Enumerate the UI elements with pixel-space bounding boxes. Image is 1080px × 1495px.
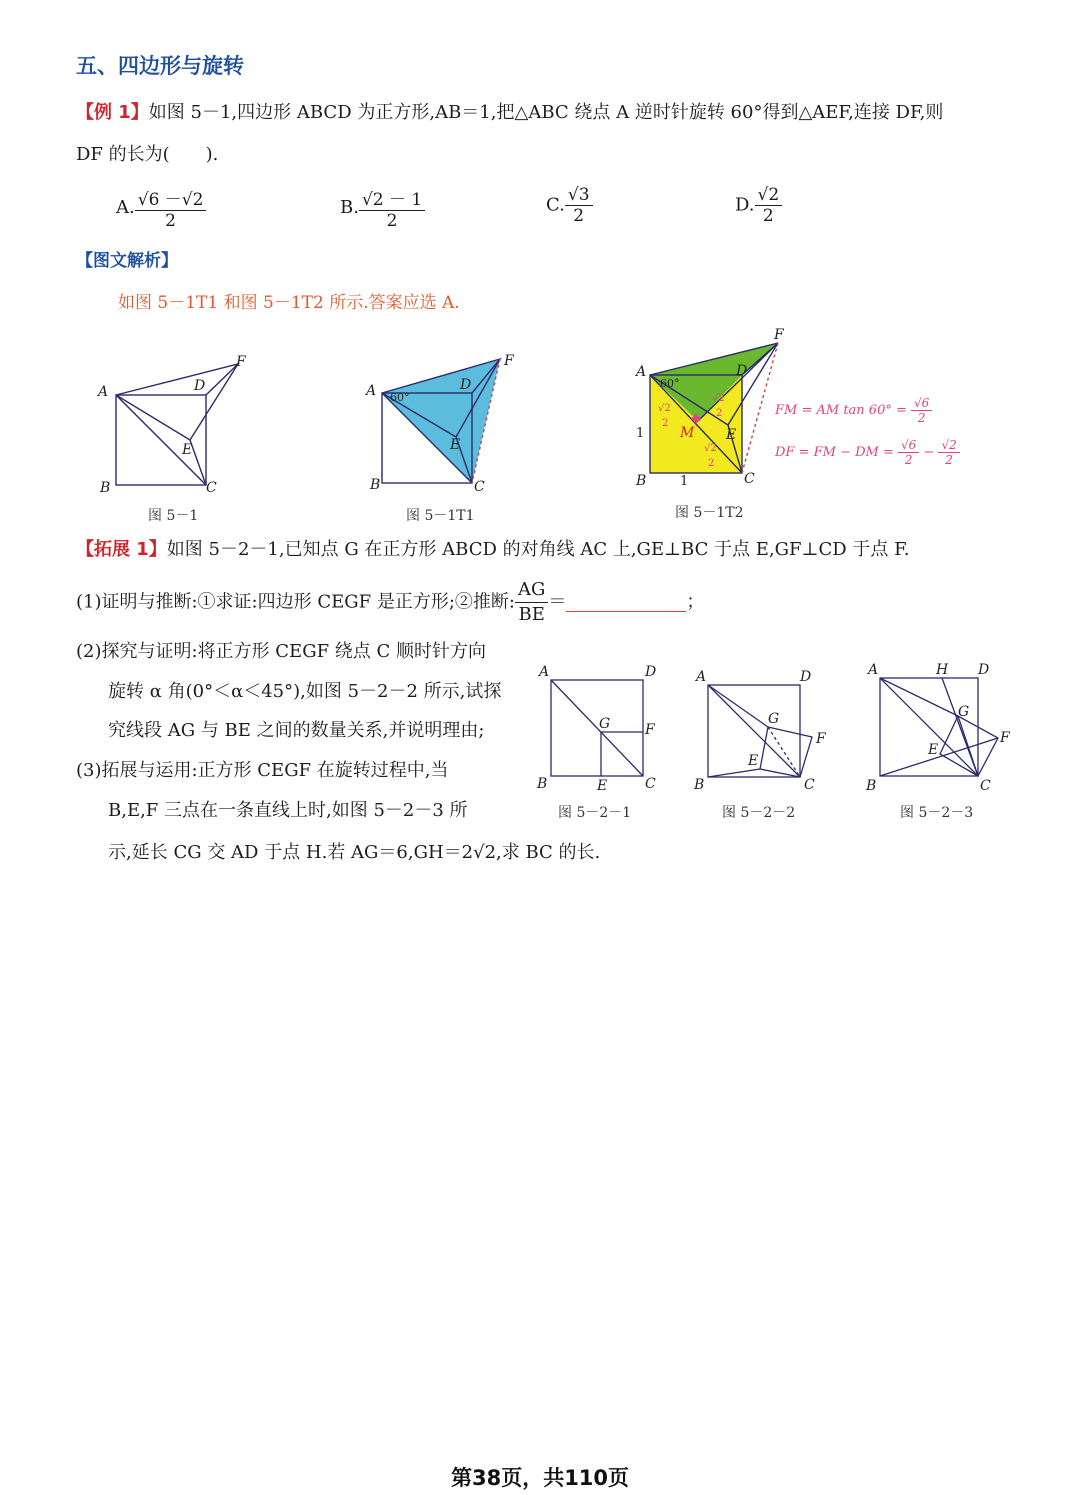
part1-suffix: ； xyxy=(686,591,705,613)
part1-eq: ＝ xyxy=(548,591,567,613)
option-b-den: 2 xyxy=(386,211,398,231)
label-e: E xyxy=(748,753,759,769)
segment-ae xyxy=(116,395,190,440)
figure-5-1 xyxy=(90,350,260,500)
angle-label: 60° xyxy=(660,377,680,390)
blue-region xyxy=(382,359,500,483)
segment-gc-dashed xyxy=(768,727,800,777)
label-a: A xyxy=(696,669,707,685)
eq2-fraction2 xyxy=(938,438,959,467)
analysis-note: 如图 5－1T1 和图 5－1T2 所示.答案应选 A. xyxy=(118,293,460,313)
segment-be xyxy=(708,769,760,777)
figure-5-1t1 xyxy=(360,345,530,500)
label-d: D xyxy=(460,377,472,393)
analysis-tag: 【图文解析】 xyxy=(76,251,178,271)
extension1-text1: 如图 5－2－1,已知点 G 在正方形 ABCD 的对角线 AC 上,GE⊥BC 于点 E,GF⊥CD 于点 F. xyxy=(166,539,910,560)
option-a xyxy=(116,185,206,231)
figure-5-2-3 xyxy=(862,658,1022,793)
caption-5-2-2: 图 5－2－2 xyxy=(722,805,796,821)
option-b-letter: B. xyxy=(340,197,359,218)
segment-ec xyxy=(190,440,206,485)
equation-df xyxy=(775,438,960,467)
figure-5-1t2 xyxy=(630,325,784,490)
diagonal-ac xyxy=(880,678,978,776)
label-b: B xyxy=(370,477,381,493)
label-m: M xyxy=(680,425,695,441)
equation-fm xyxy=(775,396,932,425)
label-g: G xyxy=(768,711,780,727)
section-heading: 五、四边形与旋转 xyxy=(76,54,244,78)
option-b-fraction xyxy=(359,185,425,231)
segment-fe xyxy=(190,364,238,440)
label-e: E xyxy=(182,442,193,458)
eq2-den2: 2 xyxy=(945,453,953,467)
frac-am-num: √2 xyxy=(658,403,671,414)
diagonal-ac xyxy=(551,680,643,776)
label-d: D xyxy=(978,662,990,678)
label-d: D xyxy=(736,363,748,379)
answer-blank[interactable] xyxy=(566,593,686,612)
example1-tag: 【例 1】 xyxy=(76,102,149,123)
label-f: F xyxy=(1000,730,1010,746)
label-f: F xyxy=(816,731,826,747)
label-h: H xyxy=(936,662,949,678)
label-e: E xyxy=(928,742,939,758)
label-c: C xyxy=(474,479,485,495)
option-d xyxy=(735,185,782,226)
caption-5-2-3: 图 5－2－3 xyxy=(900,805,974,821)
label-a: A xyxy=(868,662,879,678)
label-a: A xyxy=(98,384,109,400)
eq2-lhs: DF = FM − DM = xyxy=(775,445,894,460)
option-b xyxy=(340,185,425,231)
eq1-fraction xyxy=(911,396,932,425)
option-a-letter: A. xyxy=(116,197,135,218)
option-d-num: √2 xyxy=(755,185,783,206)
frac-mc-num: √2 xyxy=(704,443,717,454)
frac-dm-num: √2 xyxy=(712,393,725,404)
caption-5-1t1: 图 5－1T1 xyxy=(406,508,475,524)
eq2-minus: − xyxy=(923,445,935,460)
segment-ag xyxy=(880,678,958,716)
label-f: F xyxy=(774,327,784,343)
part2-line1: (2)探究与证明:将正方形 CEGF 绕点 C 顺时针方向 xyxy=(76,641,486,662)
option-d-den: 2 xyxy=(762,206,774,226)
option-d-fraction xyxy=(755,185,783,226)
example1-line2: DF 的长为( ). xyxy=(76,144,219,165)
part2-line3: 究线段 AG 与 BE 之间的数量关系,并说明理由; xyxy=(108,720,485,741)
side-label-left: 1 xyxy=(636,426,645,441)
eq2-fraction1 xyxy=(898,438,919,467)
extension1-line1 xyxy=(76,538,910,562)
square-cegf xyxy=(760,727,812,777)
frac-am-den: 2 xyxy=(662,418,669,429)
option-a-num: √6 －√2 xyxy=(135,185,207,211)
option-a-den: 2 xyxy=(165,211,176,231)
label-a: A xyxy=(539,664,550,680)
example1-text1: 如图 5－1,四边形 ABCD 为正方形,AB＝1,把△ABC 绕点 A 逆时针旋转 60°得到△AEF,连接 DF,则 xyxy=(148,102,944,123)
label-c: C xyxy=(804,777,815,793)
label-c: C xyxy=(206,480,217,496)
part3-line2: B,E,F 三点在一条直线上时,如图 5－2－3 所 xyxy=(108,800,468,821)
option-d-letter: D. xyxy=(735,194,755,216)
option-b-num: √2 － 1 xyxy=(359,185,425,211)
label-f: F xyxy=(645,722,655,738)
label-b: B xyxy=(636,473,647,489)
part3-line3: 示,延长 CG 交 AD 于点 H.若 AG＝6,GH＝2√2,求 BC 的长. xyxy=(108,842,601,863)
frac-dm-den: 2 xyxy=(716,408,723,419)
figure-5-2-1 xyxy=(535,660,665,795)
label-d: D xyxy=(800,669,812,685)
figure-5-2-2 xyxy=(690,665,830,795)
label-a: A xyxy=(636,364,647,380)
caption-5-1: 图 5－1 xyxy=(148,508,199,524)
label-c: C xyxy=(744,471,755,487)
eq1-den: 2 xyxy=(917,411,926,425)
option-a-fraction xyxy=(135,185,207,231)
part2-line2: 旋转 α 角(0°＜α＜45°),如图 5－2－2 所示,试探 xyxy=(108,681,502,702)
label-b: B xyxy=(100,480,111,496)
option-c xyxy=(546,185,593,226)
example1-line1 xyxy=(76,101,943,125)
option-c-fraction xyxy=(565,185,593,226)
part1-fraction xyxy=(515,578,548,627)
option-c-den: 2 xyxy=(573,206,585,226)
label-g: G xyxy=(599,716,611,732)
eq2-num1: √6 xyxy=(898,438,919,453)
label-a: A xyxy=(366,383,377,399)
label-b: B xyxy=(866,778,877,794)
label-c: C xyxy=(645,776,656,792)
frac-mc-den: 2 xyxy=(708,458,715,469)
extension1-part1 xyxy=(76,578,704,627)
part1-prefix: (1)证明与推断:①求证:四边形 CEGF 是正方形;②推断: xyxy=(76,591,515,613)
eq1-lhs: FM = AM tan 60° = xyxy=(775,403,907,418)
label-e: E xyxy=(450,437,461,453)
label-g: G xyxy=(958,704,970,720)
part3-line1: (3)拓展与运用:正方形 CEGF 在旋转过程中,当 xyxy=(76,760,449,781)
label-f: F xyxy=(504,353,514,369)
label-d: D xyxy=(194,378,206,394)
triangle-edge-af xyxy=(116,364,238,395)
option-c-letter: C. xyxy=(546,194,565,216)
caption-5-2-1: 图 5－2－1 xyxy=(558,805,632,821)
caption-5-1t2: 图 5－1T2 xyxy=(675,505,744,521)
label-f: F xyxy=(236,354,246,370)
side-label-bottom: 1 xyxy=(680,474,689,489)
label-e: E xyxy=(597,778,608,794)
angle-label: 60° xyxy=(390,391,410,404)
label-c: C xyxy=(980,778,991,794)
part1-den: BE xyxy=(518,604,545,625)
eq1-num: √6 xyxy=(911,396,932,411)
diagonal-ac xyxy=(116,395,206,485)
option-c-num: √3 xyxy=(565,185,593,206)
eq2-num2: √2 xyxy=(938,438,959,453)
eq2-den1: 2 xyxy=(904,453,913,467)
segment-ag xyxy=(708,685,768,727)
page-footer: 第38页，共110页 xyxy=(450,1466,630,1490)
part1-num: AG xyxy=(515,578,548,603)
label-d: D xyxy=(645,664,657,680)
label-e: E xyxy=(726,427,737,443)
label-b: B xyxy=(537,776,548,792)
label-b: B xyxy=(694,777,705,793)
extension1-tag: 【拓展 1】 xyxy=(76,539,167,560)
